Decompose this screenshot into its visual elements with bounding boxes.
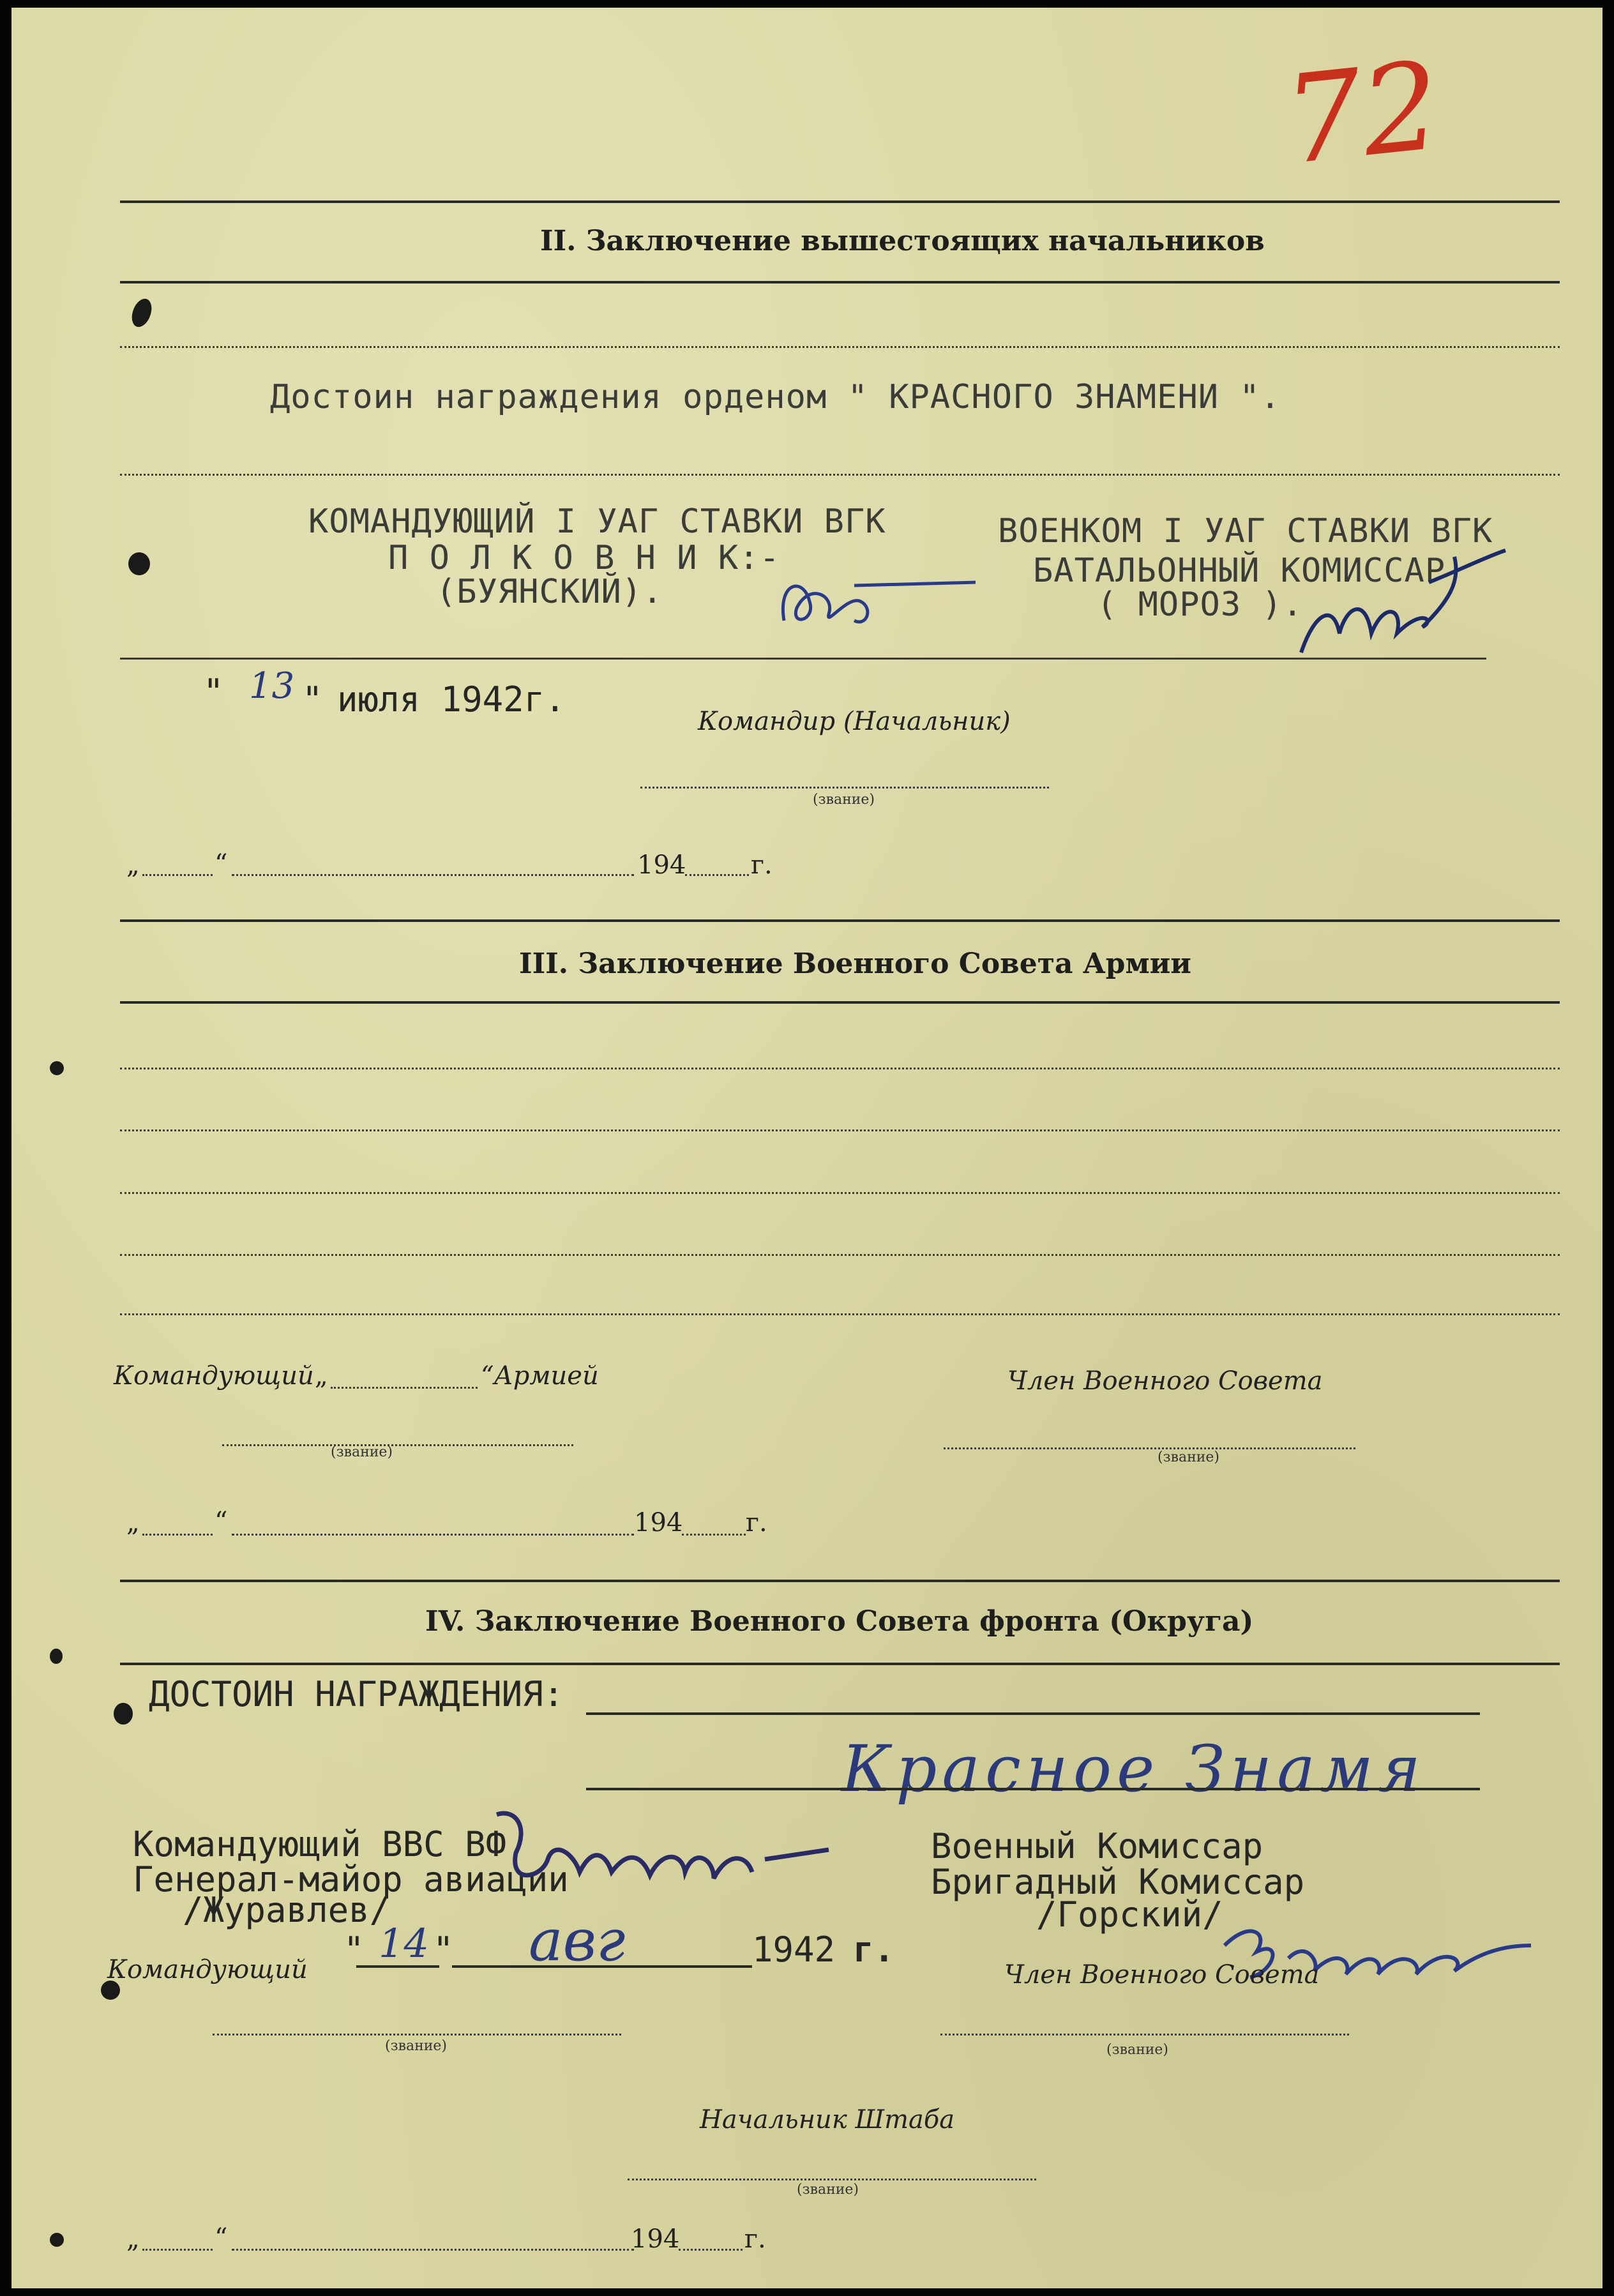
section2-award-text: Достоин награждения орденом " КРАСНОГО ЗНАМЕНИ ". (270, 378, 1281, 416)
date-day-line (356, 1965, 439, 1968)
section3-army-label: “Армией (481, 1361, 599, 1391)
section2-commander-label: Командир (Начальник) (698, 707, 1011, 736)
section4-member-label: Член Военного Совета (1004, 1960, 1320, 1990)
blank-date-quote: “ (215, 1507, 228, 1536)
dotted-line (232, 1534, 634, 1536)
blank-date-quote: “ (215, 2223, 228, 2253)
section4-left-sig-line2: Генерал-майор авиации (133, 1859, 569, 1899)
dotted-line (679, 2249, 743, 2251)
section2-date-day: 13 (249, 665, 295, 707)
section4-left-sig-line1: Командующий ВВС ВФ (133, 1824, 507, 1864)
section4-date-close: " (433, 1930, 454, 1970)
section2-title-rule (120, 281, 1560, 283)
dotted-line (232, 2249, 634, 2251)
signature-buyansky (765, 557, 982, 640)
blank-date-year: 194 (637, 850, 686, 880)
section2-rank-label: (звание) (813, 792, 875, 808)
blank-date-g: г. (746, 1508, 767, 1537)
section2-left-sig-line1: КОМАНДУЮЩИЙ I УАГ СТАВКИ ВГК (308, 502, 886, 541)
dotted-line (120, 1254, 1560, 1256)
section4-date-year: 1942 (752, 1930, 836, 1970)
section4-left-sig-line3: /Журавлев/ (183, 1890, 391, 1930)
section3-commander-label: Командующий (114, 1361, 314, 1391)
dotted-line (944, 1447, 1355, 1449)
section3-rank-label-right: (звание) (1158, 1449, 1220, 1465)
section4-rank-label-left: (звание) (385, 2038, 448, 2054)
dotted-line (640, 787, 1049, 789)
blank-date-open: „ (126, 2224, 140, 2254)
dotted-line (142, 1534, 213, 1536)
section2-right-sig-line3: ( МОРОЗ ). (1097, 585, 1304, 624)
punch-hole (50, 1649, 63, 1664)
signature-moroz (1295, 544, 1512, 665)
punch-hole (50, 2233, 64, 2247)
blank-date-open: „ (126, 850, 140, 880)
dotted-line (120, 658, 1486, 660)
section2-left-sig-line2: П О Л К О В Н И К:- (388, 539, 780, 577)
section4-date-month: авг (529, 1907, 626, 1974)
dotted-line (685, 874, 749, 876)
document-page (11, 8, 1603, 2288)
section3-title-rule (120, 1001, 1560, 1004)
blank-date-g: г. (744, 2224, 766, 2254)
dotted-line (120, 1068, 1560, 1069)
section2-date-rest: июля 1942г. (337, 679, 566, 720)
section3-top-rule (120, 919, 1560, 922)
blank-date-quote: “ (215, 849, 228, 879)
page-number: 72 (1278, 34, 1447, 192)
dotted-line (120, 346, 1560, 348)
award-line (586, 1712, 1480, 1715)
section4-commander-label: Командующий (107, 1955, 308, 1984)
dotted-line (682, 1534, 746, 1536)
section4-chief-label: Начальник Штаба (700, 2105, 955, 2134)
dotted-line (222, 1444, 573, 1446)
section4-top-rule (120, 1580, 1560, 1582)
section2-title: II. Заключение вышестоящих начальников (540, 225, 1265, 257)
section2-left-sig-line3: (БУЯНСКИЙ). (436, 573, 663, 611)
dotted-line (331, 1387, 478, 1389)
section3-title: III. Заключение Военного Совета Армии (519, 948, 1191, 980)
blank-date-g: г. (751, 850, 773, 880)
punch-hole (50, 1061, 64, 1075)
dotted-line (213, 2034, 621, 2035)
section2-date-open: " (203, 672, 224, 712)
dotted-line (120, 1192, 1560, 1194)
dotted-line (120, 474, 1560, 476)
section4-right-sig-line2: Бригадный Комиссар (931, 1862, 1305, 1902)
section4-title: IV. Заключение Военного Совета фронта (Округа) (425, 1605, 1254, 1638)
section4-date-day: 14 (379, 1920, 429, 1967)
top-rule (120, 200, 1560, 203)
section4-rank-label-chief: (звание) (797, 2182, 859, 2198)
blank-date-year: 194 (631, 2224, 680, 2254)
section4-right-sig-line3: /Горский/ (1036, 1894, 1223, 1935)
section2-date-close: " (302, 679, 323, 720)
section4-date-g: г. (853, 1930, 895, 1970)
dotted-line (120, 1129, 1560, 1131)
section4-award-hand: Красное Знамя (841, 1732, 1426, 1806)
blank-date-open: „ (126, 1508, 140, 1537)
section4-title-rule (120, 1663, 1560, 1665)
dotted-line (628, 2179, 1036, 2180)
section2-right-sig-line1: ВОЕНКОМ I УАГ СТАВКИ ВГК (998, 512, 1493, 550)
dotted-line (142, 874, 213, 876)
dotted-line (120, 1313, 1560, 1315)
section3-army-open: „ (315, 1361, 328, 1391)
punch-hole (114, 1703, 133, 1725)
dotted-line (142, 2249, 213, 2251)
section3-rank-label-left: (звание) (331, 1444, 393, 1460)
section4-right-sig-line1: Военный Комиссар (931, 1826, 1263, 1866)
date-month-line (452, 1965, 752, 1968)
section3-member-label: Член Военного Совета (1007, 1366, 1323, 1396)
section4-rank-label-right: (звание) (1106, 2042, 1169, 2058)
blank-date-year: 194 (634, 1508, 683, 1537)
punch-hole (128, 552, 150, 575)
section4-worthy: ДОСТОИН НАГРАЖДЕНИЯ: (149, 1674, 564, 1714)
punch-hole (128, 296, 155, 330)
dotted-line (940, 2034, 1349, 2035)
dotted-line (232, 874, 634, 876)
section4-date-open: " (343, 1930, 365, 1970)
signature-zhuravlev (471, 1789, 854, 1917)
section2-right-sig-line2: БАТАЛЬОННЫЙ КОМИССАР (1033, 552, 1446, 590)
